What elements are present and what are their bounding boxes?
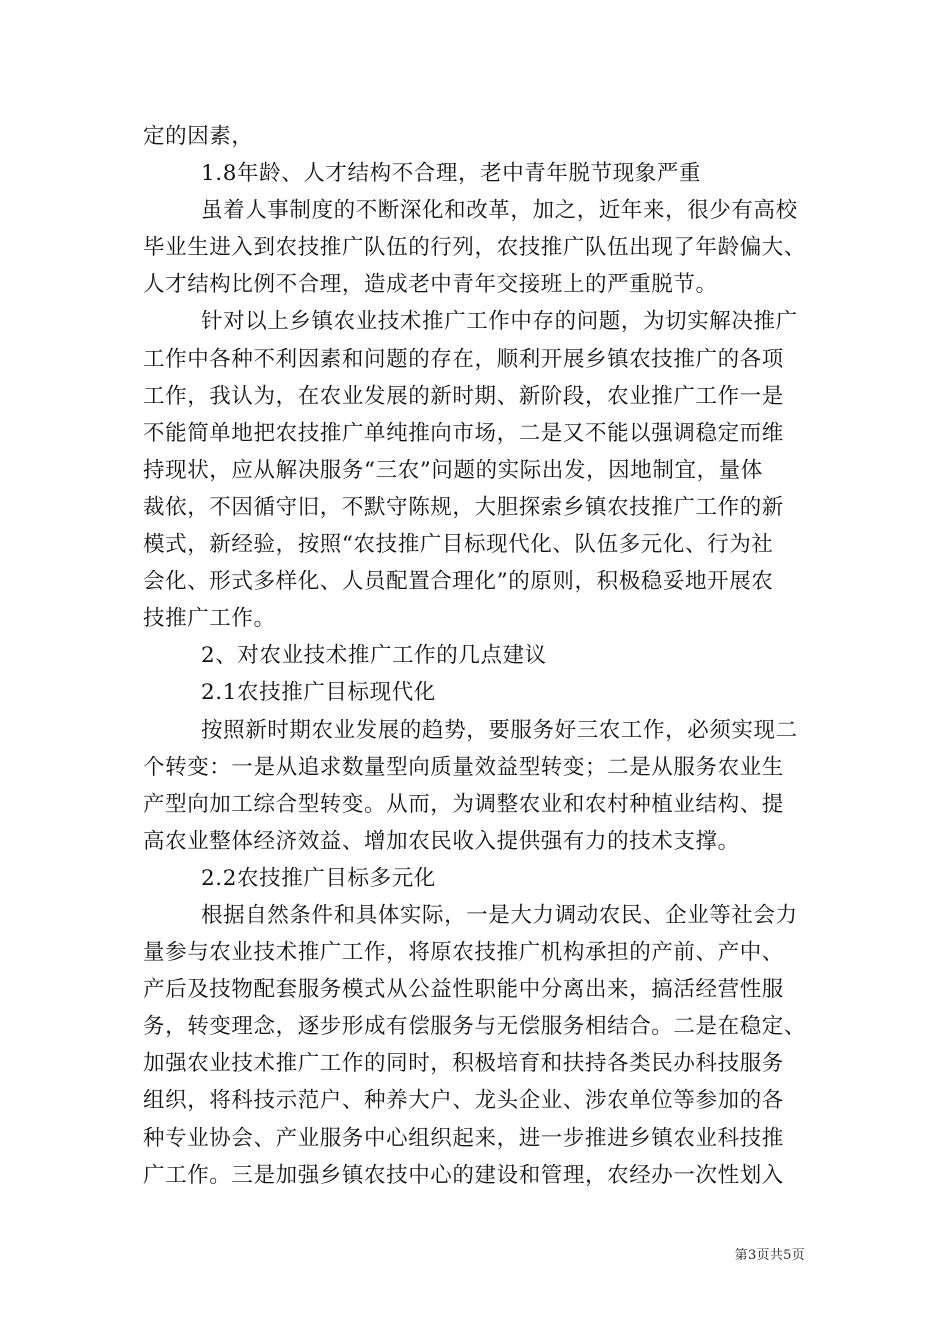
text-line: 加强农业技术推广工作的同时，积极培育和扶持各类民办科技服务 xyxy=(143,1051,784,1077)
text-line: 定的因素， xyxy=(143,124,254,149)
text-line: 技推广工作。 xyxy=(143,606,276,632)
text-line: 种专业协会、产业服务中心组织起来，进一步推进乡镇农业科技推 xyxy=(143,1125,784,1151)
text-line: 个转变：一是从追求数量型向质量效益型转变；二是从服务农业生 xyxy=(143,754,784,780)
text-line: 毕业生进入到农技推广队伍的行列，农技推广队伍出现了年龄偏大、 xyxy=(143,235,807,261)
text-line: 不能简单地把农技推广单纯推向市场，二是又不能以强调稳定而维 xyxy=(143,420,784,446)
body-text xyxy=(143,118,807,1194)
text-line: 工作中各种不利因素和问题的存在，顺利开展乡镇农技推广的各项 xyxy=(143,346,784,372)
text-line: 会化、形式多样化、人员配置合理化”的原则，积极稳妥地开展农 xyxy=(143,569,774,595)
text-line: 持现状，应从解决服务“三农”问题的实际出发，因地制宜，量体 xyxy=(143,457,763,483)
text-line: 2.2农技推广目标多元化 xyxy=(201,865,436,891)
text-line: 针对以上乡镇农业技术推广工作中存的问题，为切实解决推广 xyxy=(201,309,798,335)
text-line: 工作，我认为，在农业发展的新时期、新阶段，农业推广工作一是 xyxy=(143,383,784,409)
text-line: 高农业整体经济效益、增加农民收入提供强有力的技术支撑。 xyxy=(143,828,740,854)
text-line: 2.1农技推广目标现代化 xyxy=(201,680,436,706)
text-line: 人才结构比例不合理，造成老中青年交接班上的严重脱节。 xyxy=(143,272,718,298)
text-line: 按照新时期农业发展的趋势，要服务好三农工作，必须实现二 xyxy=(201,717,798,743)
text-line: 产型向加工综合型转变。从而，为调整农业和农村种植业结构、提 xyxy=(143,791,784,817)
text-line: 裁依，不因循守旧，不默守陈规，大胆探索乡镇农技推广工作的新 xyxy=(143,494,784,520)
text-line: 虽着人事制度的不断深化和改革，加之，近年来，很少有高校 xyxy=(201,198,798,224)
text-line: 产后及技物配套服务模式从公益性职能中分离出来，搞活经营性服 xyxy=(143,977,784,1003)
page-number: 第3页共5页 xyxy=(734,1248,805,1263)
text-line: 组织，将科技示范户、种养大户、龙头企业、涉农单位等参加的各 xyxy=(143,1088,784,1114)
text-line: 根据自然条件和具体实际，一是大力调动农民、企业等社会力 xyxy=(201,902,798,928)
text-line: 1.8年龄、人才结构不合理，老中青年脱节现象严重 xyxy=(201,161,702,187)
text-line: 量参与农业技术推广工作，将原农技推广机构承担的产前、产中、 xyxy=(143,940,784,966)
text-line: 2、对农业技术推广工作的几点建议 xyxy=(201,643,547,669)
text-line: 务，转变理念，逐步形成有偿服务与无偿服务相结合。二是在稳定、 xyxy=(143,1014,807,1040)
text-line: 模式，新经验，按照“农技推广目标现代化、队伍多元化、行为社 xyxy=(143,532,774,558)
text-line: 广工作。三是加强乡镇农技中心的建设和管理，农经办一次性划入 xyxy=(143,1162,784,1188)
